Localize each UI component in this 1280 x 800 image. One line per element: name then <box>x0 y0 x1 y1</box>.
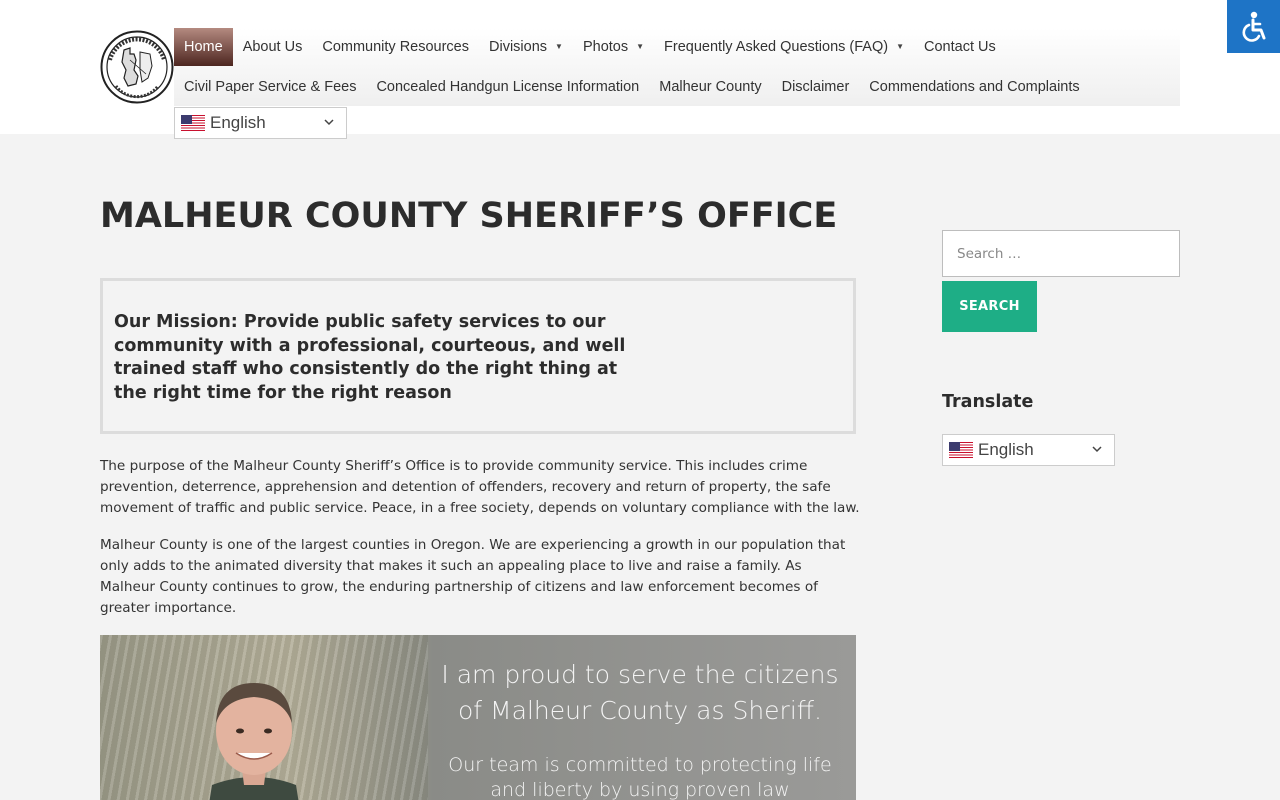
translate-heading: Translate <box>942 392 1034 412</box>
nav-label: Photos <box>582 39 629 55</box>
nav-row-secondary <box>174 68 1090 106</box>
nav-row-primary <box>174 28 1006 66</box>
nav-divisions[interactable] <box>479 28 573 66</box>
chevron-down-icon <box>1092 444 1102 454</box>
nav-civil-paper-service[interactable] <box>174 68 366 106</box>
nav-concealed-handgun[interactable] <box>366 68 649 106</box>
language-label: English <box>210 113 266 132</box>
caret-down-icon: ▼ <box>636 42 645 51</box>
chevron-down-icon <box>324 117 334 127</box>
banner-subtext: Our team is committed to protecting life and liberty by using proven law <box>448 754 832 800</box>
nav-home[interactable] <box>174 28 233 66</box>
purpose-paragraph: The purpose of the Malheur County Sheriff’s Office is to provide community service. This includes crime prevention, deterrence, apprehension and detention of offenders, recovery and return of property, the safe movement of traffic and public service. Peace, in a free society, depends on voluntary compliance with the law. <box>100 458 860 516</box>
wheelchair-icon <box>1237 10 1271 44</box>
nav-label: Divisions <box>489 39 548 55</box>
nav-disclaimer[interactable] <box>772 68 860 106</box>
site-header <box>0 0 1280 134</box>
language-selector-sidebar[interactable] <box>942 434 1115 466</box>
caret-down-icon: ▼ <box>555 42 563 51</box>
nav-community-resources[interactable] <box>312 28 479 66</box>
caret-down-icon: ▼ <box>896 42 904 51</box>
banner-quote: I am proud to serve the citizens of Malheur County as Sheriff. <box>441 660 839 725</box>
nav-photos[interactable] <box>573 28 654 66</box>
nav-label: Concealed Handgun License Information <box>376 79 640 95</box>
nav-faq[interactable] <box>654 28 914 66</box>
search-input[interactable] <box>942 230 1180 277</box>
language-selector-header[interactable] <box>174 107 347 139</box>
us-flag-icon <box>181 115 205 131</box>
language-label: English <box>978 440 1034 459</box>
nav-malheur-county[interactable] <box>649 68 771 106</box>
nav-label: About Us <box>242 39 303 55</box>
mission-statement: Our Mission: Provide public safety services to our community with a professional, courteous, and well trained staff who consistently do the right thing at the right time for the right reason <box>114 312 626 403</box>
nav-about-us[interactable] <box>233 28 313 66</box>
nav-label: Frequently Asked Questions (FAQ) <box>664 39 889 55</box>
sheriff-portrait <box>206 673 302 800</box>
nav-label: Disclaimer <box>781 79 850 95</box>
nav-label: Home <box>184 39 223 55</box>
nav-commendations-complaints[interactable] <box>859 68 1089 106</box>
nav-label: Malheur County <box>659 79 762 95</box>
accessibility-button[interactable] <box>1227 0 1280 53</box>
nav-label: Community Resources <box>322 39 470 55</box>
nav-label: Commendations and Complaints <box>869 79 1080 95</box>
sheriff-banner <box>100 635 856 800</box>
nav-contact-us[interactable] <box>914 28 1006 66</box>
county-paragraph: Malheur County is one of the largest counties in Oregon. We are experiencing a growth in our population that only adds to the animated diversity that makes it such an appealing place to live and raise a family. As Malheur County continues to grow, the enduring partnership of citizens and law enforcement becomes of greater importance. <box>100 537 846 616</box>
nav-label: Civil Paper Service & Fees <box>184 79 357 95</box>
nav-label: Contact Us <box>924 39 996 55</box>
us-flag-icon <box>949 442 973 458</box>
search-button[interactable]: SEARCH <box>942 281 1037 332</box>
page-title: MALHEUR COUNTY SHERIFF’S OFFICE <box>100 196 838 236</box>
mission-box <box>100 278 856 434</box>
sheriff-badge-logo[interactable] <box>100 30 174 104</box>
